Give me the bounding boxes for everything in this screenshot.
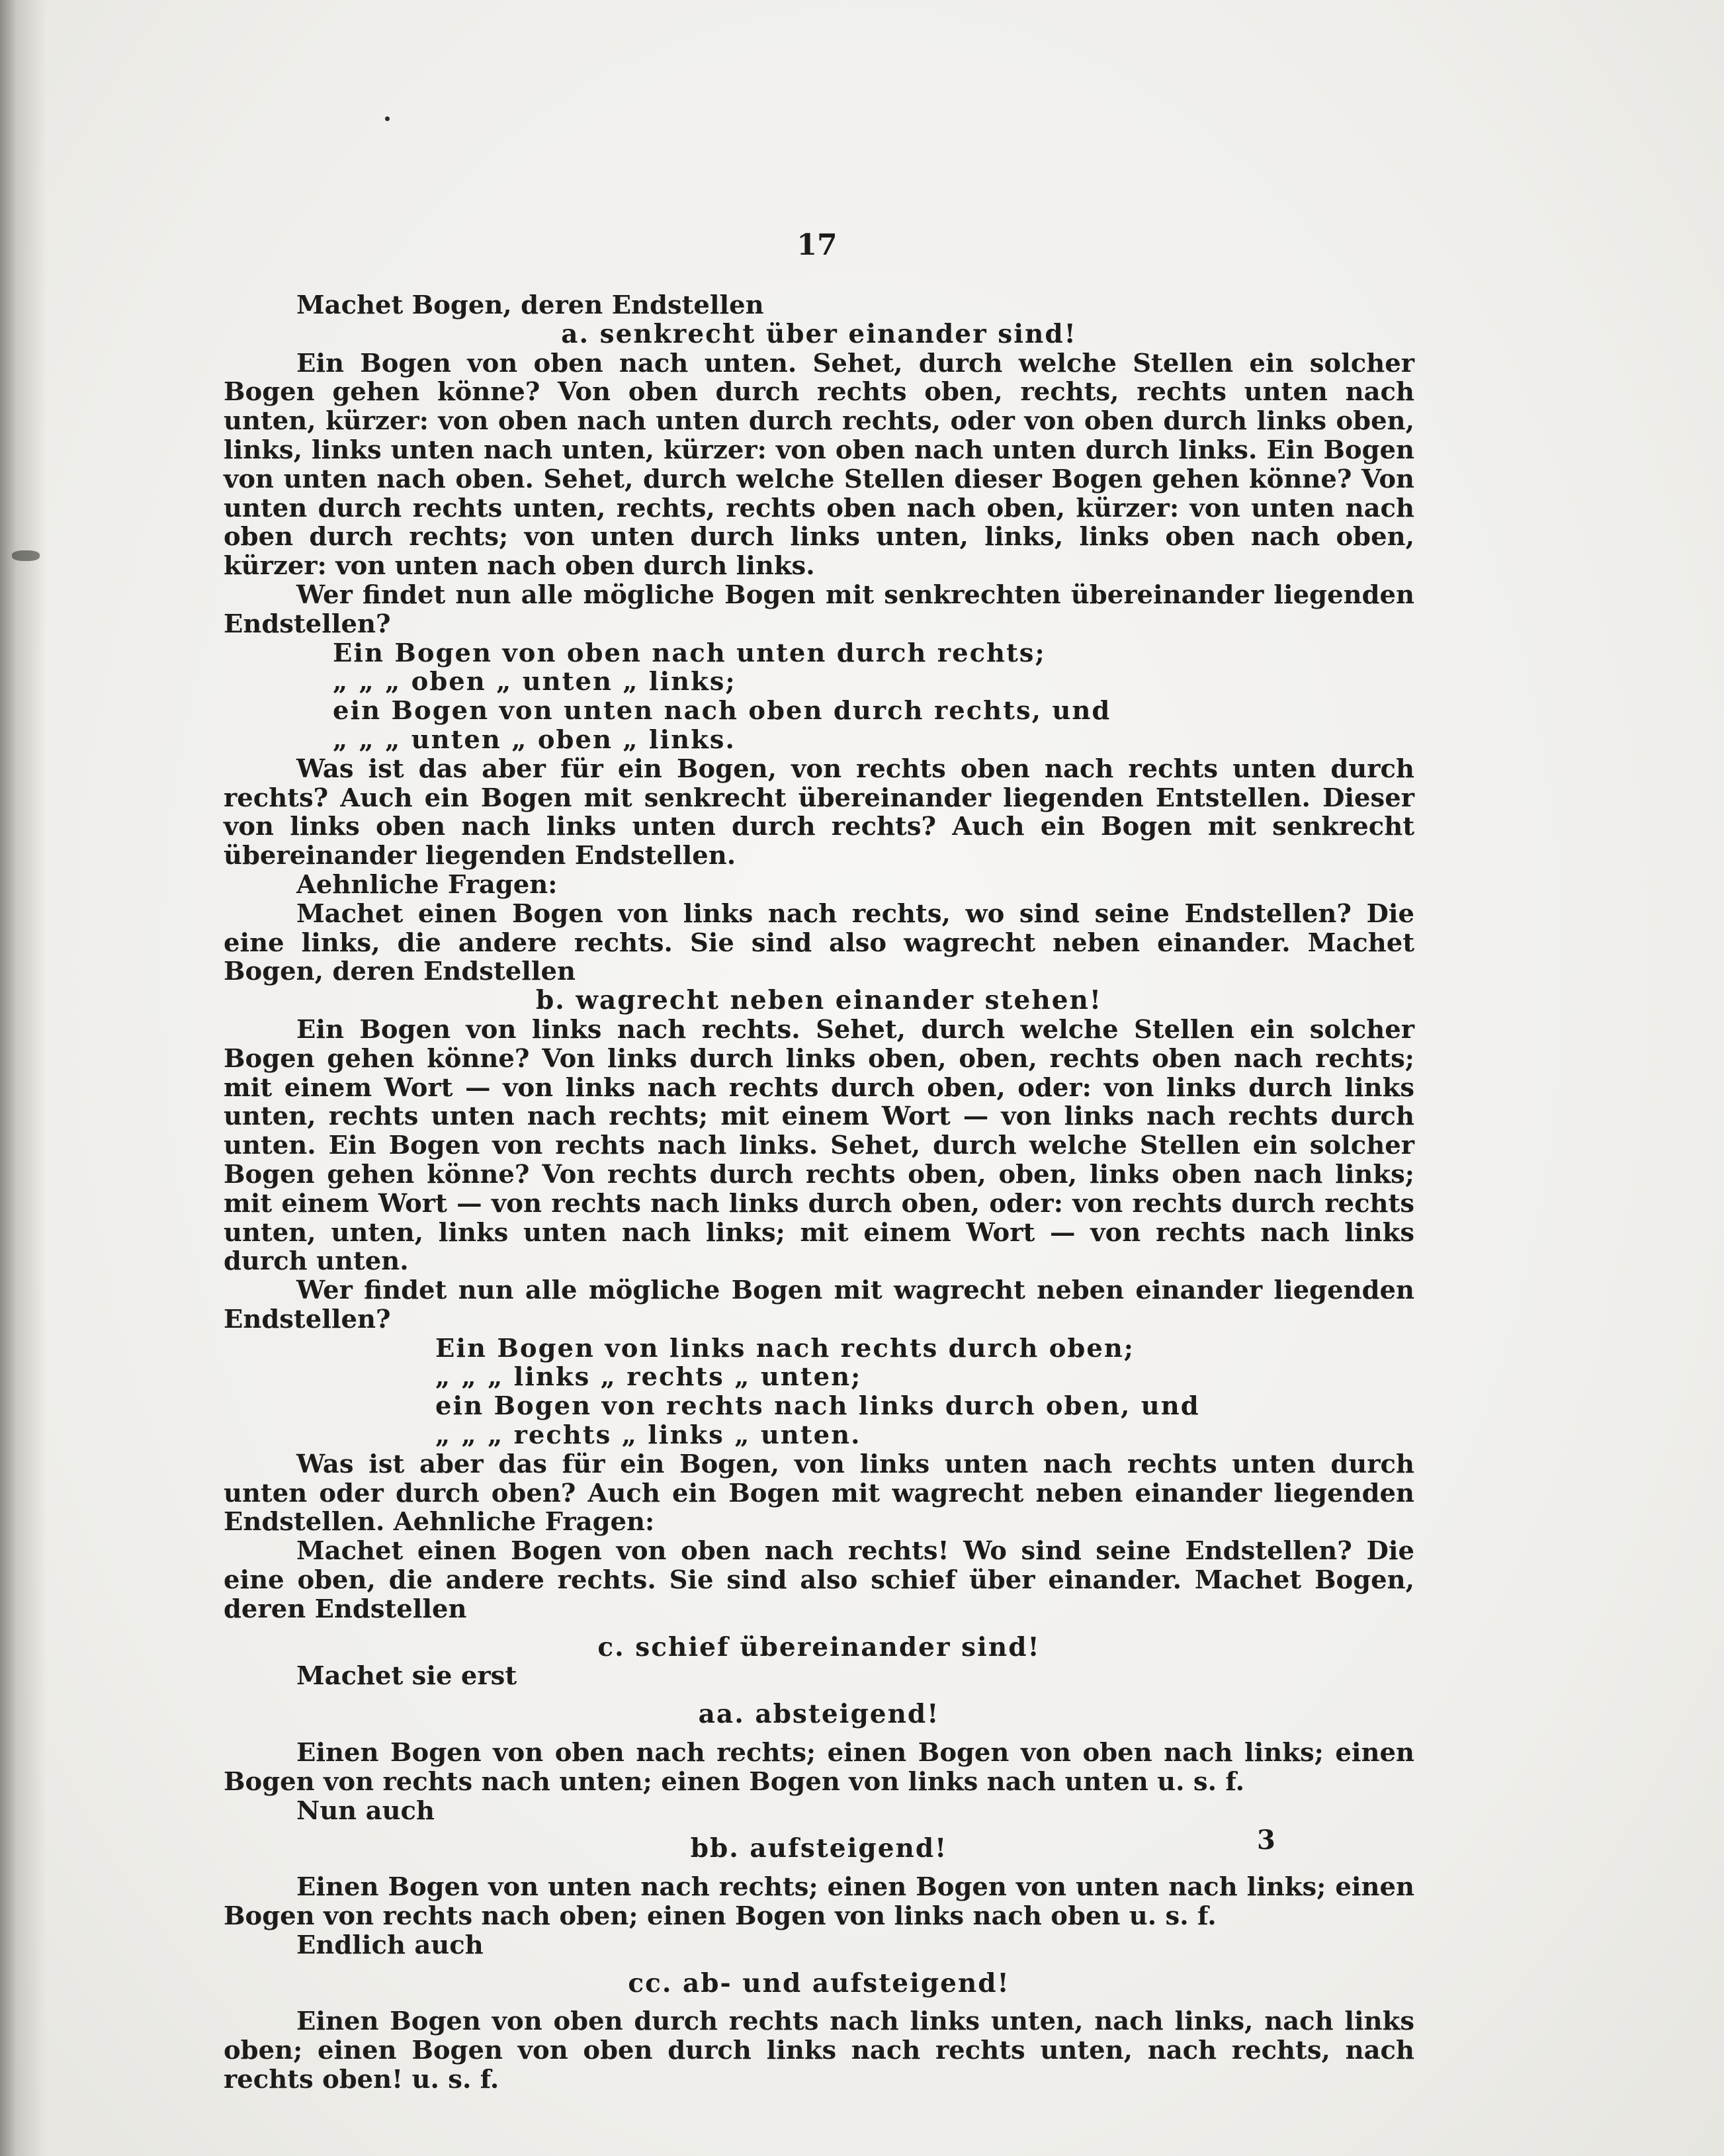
- binding-shadow: [0, 0, 46, 2156]
- paragraph: Ein Bogen von links nach rechts. Sehet, durch welche Stellen ein solcher Bogen gehen könne? Von links durch links oben, oben, rechts oben nach rechts; mit einem Wort — von links nach rechts durch oben, oder: von links durch links unten, rechts unten nach rechts; mit einem Wort — von links nach rechts durch unten. Ein Bogen von rechts nach links. Sehet, durch welche Stellen ein solcher Bogen gehen könne? Von rechts durch rechts oben, oben, links oben nach links; mit einem Wort — von rechts nach links durch oben, oder: von rechts durch rechts unten, unten, links unten nach links; mit einem Wort — von rechts nach links durch unten.: [224, 1014, 1414, 1277]
- ink-speck: [12, 550, 40, 561]
- section-heading-cc: cc. ab- und aufsteigend!: [628, 1967, 1010, 1999]
- ink-speck: [385, 116, 390, 121]
- paragraph: Machet einen Bogen von oben nach rechts! Wo sind seine Endstellen? Die eine oben, die andere rechts. Sie sind also schief über einander. Machet Bogen, deren Endstellen: [224, 1536, 1414, 1624]
- spacer: [224, 1998, 1414, 2007]
- paragraph: Aehnliche Fragen:: [296, 869, 558, 900]
- section-heading-c: c. schief übereinander sind!: [597, 1631, 1041, 1662]
- paragraph: Was ist aber das für ein Bogen, von links unten nach rechts unten durch unten oder durch oben? Auch ein Bogen mit wagrecht neben einander liegenden Endstellen. Aehnliche Fragen:: [224, 1449, 1414, 1537]
- list-line: ein Bogen von unten nach oben durch rechts, und: [333, 696, 1111, 726]
- section-heading-a: a. senkrecht über einander sind!: [561, 318, 1077, 349]
- list-line: Ein Bogen von oben nach unten durch rechts;: [333, 638, 1046, 668]
- paragraph: Machet Bogen, deren Endstellen: [296, 290, 764, 320]
- section-heading-aa: aa. absteigend!: [698, 1699, 940, 1730]
- signature-mark: 3: [1257, 1825, 1275, 1856]
- page-number: 17: [797, 228, 838, 262]
- page-body: [224, 291, 1414, 2094]
- list-line: „ „ „ unten „ oben „ links.: [333, 724, 736, 755]
- list-line: „ „ „ oben „ unten „ links;: [333, 667, 736, 697]
- list-line: „ „ „ links „ rechts „ unten;: [435, 1362, 862, 1393]
- paragraph: Einen Bogen von oben nach rechts; einen Bogen von oben nach links; einen Bogen von rechts nach unten; einen Bogen von links nach unten u. s. f.: [224, 1738, 1414, 1797]
- list-line: „ „ „ rechts „ links „ unten.: [435, 1420, 861, 1451]
- section-heading-bb: bb. aufsteigend!: [690, 1833, 948, 1864]
- paragraph: Machet sie erst: [296, 1661, 517, 1692]
- paragraph: Einen Bogen von unten nach rechts; einen Bogen von unten nach links; einen Bogen von rechts nach oben; einen Bogen von links nach oben u. s. f.: [224, 1872, 1414, 1932]
- list-line: Ein Bogen von links nach rechts durch oben;: [435, 1333, 1135, 1363]
- section-heading-b: b. wagrecht neben einander stehen!: [535, 985, 1103, 1016]
- list-line: ein Bogen von rechts nach links durch oben, und: [435, 1391, 1200, 1422]
- paragraph: Was ist das aber für ein Bogen, von rechts oben nach rechts unten durch rechts? Auch ein Bogen mit senkrecht übereinander liegenden Entstellen. Dieser von links oben nach links unten durch rechts? Auch ein Bogen mit senkrecht übereinander liegenden Endstellen.: [224, 754, 1414, 871]
- paragraph: Endlich auch: [296, 1930, 484, 1960]
- spacer: [224, 1864, 1414, 1873]
- paragraph: Ein Bogen von oben nach unten. Sehet, durch welche Stellen ein solcher Bogen gehen könne? Von oben durch rechts oben, rechts, rechts unten nach unten, kürzer: von oben nach unten durch rechts, oder von oben durch links oben, links, links unten nach unten, kürzer: von oben nach unten durch links. Ein Bogen von unten nach oben. Sehet, durch welche Stellen dieser Bogen gehen könne? Von unten durch rechts unten, rechts, rechts oben nach oben, kürzer: von unten nach oben durch rechts; von unten durch links unten, links, links oben nach oben, kürzer: von unten nach oben durch links.: [224, 348, 1414, 582]
- paragraph: Einen Bogen von oben durch rechts nach links unten, nach links, nach links oben; einen Bogen von oben durch links nach rechts unten, nach rechts, nach rechts oben! u. s. f.: [224, 2006, 1414, 2095]
- paragraph: Nun auch: [296, 1795, 435, 1826]
- spacer: [224, 1729, 1414, 1739]
- paragraph: Machet einen Bogen von links nach rechts, wo sind seine Endstellen? Die eine links, die andere rechts. Sie sind also wagrecht neben einander. Machet Bogen, deren Endstellen: [224, 898, 1414, 987]
- paragraph: Wer findet nun alle mögliche Bogen mit senkrechten übereinander liegenden Endstellen?: [224, 580, 1414, 639]
- paragraph: Wer findet nun alle mögliche Bogen mit wagrecht neben einander liegenden Endstellen?: [224, 1275, 1414, 1334]
